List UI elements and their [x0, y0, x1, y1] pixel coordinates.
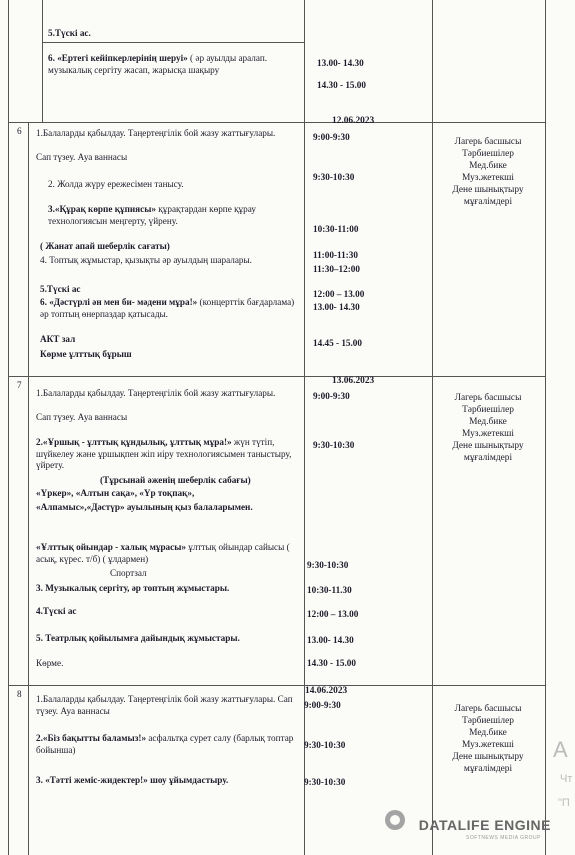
activity-item	[40, 297, 298, 320]
activity-item: (Тұрсынай әженің шеберлік сабағы)	[100, 475, 251, 485]
watermark-logo-icon	[390, 815, 400, 825]
staff-item: Мед.бике	[469, 728, 507, 738]
time-slot: 13.00- 14.30	[307, 635, 354, 645]
staff-list	[418, 392, 558, 464]
time-slot: 11:00-11:30	[313, 250, 358, 260]
watermark-sub: SOFTNEWS MEDIA GROUP	[465, 835, 541, 841]
lunch-label: 4.Түскі ас	[36, 606, 77, 616]
venue-label: Көрме.	[36, 658, 64, 668]
table-border	[42, 0, 43, 122]
time-slot: 9:00-9:30	[313, 391, 350, 401]
activity-item: ( Жанат апай шеберлік сағаты)	[40, 241, 170, 251]
time-slot: 9:30-10:30	[304, 740, 346, 750]
staff-item: мұғалімдері	[463, 453, 513, 463]
activity-item	[36, 542, 298, 565]
staff-item: мұғалімдері	[463, 197, 513, 207]
activity-desc: асфальтқа сурет салу (барлық топтар бойынша)	[36, 733, 294, 755]
activity-item: 1.Балаларды қабылдау. Таңертеңгілік бой жазу жаттығулары. Сап түзеу. Ауа ваннасы	[36, 694, 293, 716]
staff-item: Муз.жетекші	[462, 740, 514, 750]
activity-title: 6. «Ертегі кейіпкерлерінің шеруі»	[48, 53, 188, 63]
activity-title: 2.«Біз бақытты баламыз!»	[36, 733, 147, 743]
time-slot: 9:00-9:30	[313, 132, 350, 142]
activity-item: Сап түзеу. Ауа ваннасы	[36, 152, 128, 162]
edge-text-fragment: A	[553, 737, 568, 762]
watermark-brand: DATALIFE ENGINE	[418, 817, 551, 833]
table-border	[8, 122, 546, 123]
activity-desc: ұлттық ойындар сайысы ( асық, күрес. т/б) ( ұлдармен)	[36, 542, 290, 564]
table-border	[8, 0, 9, 855]
activity-item: Сап түзеу. Ауа ваннасы	[36, 412, 128, 422]
day-date: 12.06.2023	[332, 116, 375, 126]
table-border	[28, 122, 29, 855]
activity-item: 2. Жолда жүру ережесімен танысу.	[48, 179, 184, 189]
activity-title: 2.«Ұршық - ұлттық құндылық, ұлттық мұра!»	[36, 437, 232, 447]
edge-text-fragment: "П	[558, 797, 570, 809]
activity-item: 1.Балаларды қабылдау. Таңертеңгілік бой жазу жаттығулары.	[36, 128, 276, 138]
activity-item: «Алпамыс»,«Дәстүр» ауылының қыз балаларымен.	[36, 502, 253, 512]
activity-item	[36, 775, 298, 787]
row-number: 6	[17, 126, 22, 136]
time-slot: 10:30-11:00	[313, 224, 359, 234]
time-slot: 14.30 - 15.00	[307, 658, 356, 668]
activity-title: 3.«Құрақ көрпе құпиясы»	[48, 204, 156, 214]
activity-item: 3. Музыкалық сергіту, әр топтың жұмыстары.	[36, 583, 230, 593]
venue-label: АКТ зал	[40, 334, 76, 344]
time-slot: 12:00 – 13.00	[307, 609, 359, 619]
activity-item: 1.Балаларды қабылдау. Таңертеңгілік бой жазу жаттығулары.	[36, 388, 276, 398]
time-slot: 9:30-10:30	[313, 440, 355, 450]
table-border	[304, 0, 305, 855]
time-slot: 9:00-9:30	[304, 700, 341, 710]
staff-list	[418, 703, 558, 775]
lunch-label: 5.Түскі ас	[40, 284, 81, 294]
activity-desc: жүн түтіп, шүйкелеу және ұршықпен жіп иіру технологиясымен таныстыру, үйрету.	[36, 437, 292, 470]
activity-item	[48, 204, 298, 227]
time-slot: 9:30-10:30	[304, 777, 346, 787]
staff-item: Дене шынықтыру	[452, 441, 524, 451]
time-slot: 10:30-11.30	[307, 585, 352, 595]
time-slot: 9:30-10:30	[307, 560, 349, 570]
activity-title: 6. «Дәстүрлі ән мен би- мәдени мұра!»	[40, 297, 198, 307]
staff-item: Лагерь басшысы	[454, 393, 522, 403]
activity-title: «Ұлттық ойындар - халық мұрасы»	[36, 542, 186, 552]
activity-item	[48, 53, 300, 76]
activity-desc: құрақтардан көрпе құрау технологиясын меңгерту, үйрену.	[48, 204, 256, 226]
table-border	[8, 376, 546, 377]
staff-item: Лагерь басшысы	[454, 137, 522, 147]
time-slot: 14.30 - 15.00	[317, 80, 366, 90]
activity-item: «Үркер», «Алтын сақа», «Үр тоқпақ»,	[36, 488, 195, 498]
edge-text-fragment: Чт	[560, 773, 573, 785]
staff-item: Лагерь басшысы	[454, 704, 522, 714]
staff-item: Муз.жетекші	[462, 429, 514, 439]
staff-item: Тәрбиешілер	[462, 716, 514, 726]
staff-item: Мед.бике	[469, 161, 507, 171]
staff-item: Тәрбиешілер	[462, 149, 514, 159]
activity-desc: (концерттік бағдарлама) әр топтың өнерпаздар қатысады.	[40, 297, 295, 319]
lunch-label: 5.Түскі ас.	[48, 28, 91, 38]
activity-desc: ( әр ауылды аралап. музыкалық сергіту жасап, жарысқа шақыру	[48, 53, 268, 75]
staff-item: Тәрбиешілер	[462, 405, 514, 415]
activity-item: 4. Топтық жұмыстар, қызықты әр ауылдың шаралары.	[40, 255, 252, 265]
venue-label: Көрме ұлттық бұрыш	[40, 349, 132, 359]
activity-item	[36, 437, 298, 472]
day-date: 13.06.2023	[332, 376, 375, 386]
activity-item	[36, 733, 298, 756]
row-number: 8	[17, 689, 22, 699]
time-slot: 13.00- 14.30	[313, 302, 360, 312]
row-number: 7	[17, 380, 22, 390]
activity-item: 5. Театрлық қойылымға дайындық жұмыстары.	[36, 633, 240, 643]
staff-item: мұғалімдері	[463, 764, 513, 774]
table-border	[8, 685, 546, 686]
day-date: 14.06.2023	[305, 686, 348, 696]
staff-item: Мед.бике	[469, 417, 507, 427]
activity-title: 3. «Тәтті жеміс-жидектер!»	[36, 775, 148, 785]
venue-label: Спортзал	[110, 568, 147, 578]
staff-item: Дене шынықтыру	[452, 752, 524, 762]
time-slot: 13.00- 14.30	[317, 58, 364, 68]
staff-item: Дене шынықтыру	[452, 185, 524, 195]
table-border	[42, 42, 304, 43]
staff-item: Муз.жетекші	[462, 173, 514, 183]
time-slot: 9:30-10:30	[313, 172, 355, 182]
time-slot: 12:00 – 13.00	[313, 289, 365, 299]
time-slot: 14.45 - 15.00	[313, 338, 362, 348]
time-slot: 11:30–12:00	[313, 264, 360, 274]
staff-list	[418, 136, 558, 208]
activity-desc: шоу ұйымдастыру.	[147, 775, 229, 785]
watermark	[385, 810, 405, 830]
